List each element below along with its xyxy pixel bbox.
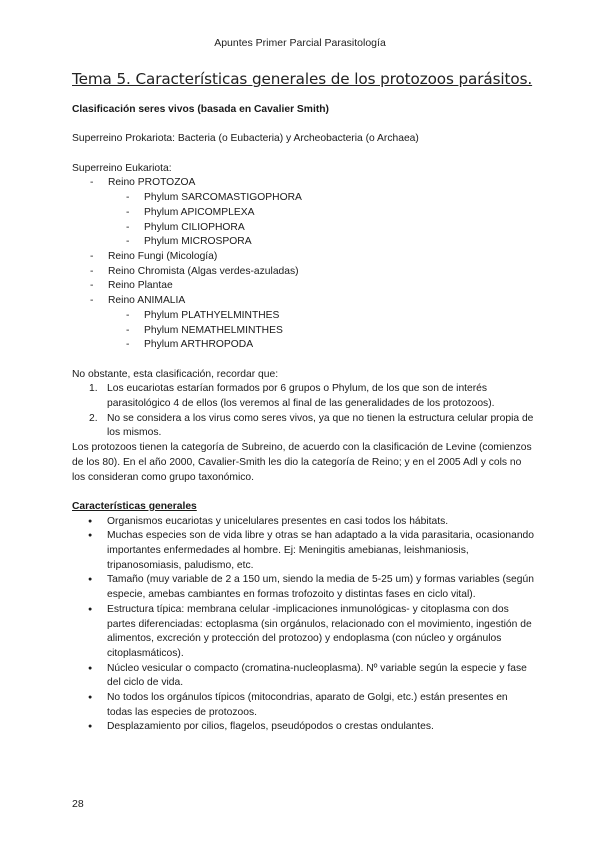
page-number: 28 — [72, 798, 84, 810]
phylum-list — [72, 191, 534, 250]
kingdom-item: - Reino Fungi (Micología) — [72, 250, 534, 265]
phylum-item: - Phylum NEMATHELMINTHES — [72, 324, 534, 339]
notes-paragraph: Los protozoos tienen la categoría de Subreino, de acuerdo con la clasificación de Levine (comienzos de los 80). En el año 2000, Cavalier-Smith les dio la categoría de Reino; y en el 2005 Adl y cols no los consideran como grupo taxonómico. — [72, 442, 532, 483]
note-item: 2. No se considera a los virus como seres vivos, ya que no tienen la estructura celular propia de los mismos. — [89, 412, 534, 439]
general-heading: Características generales — [72, 500, 197, 512]
bullet-item: ● No todos los orgánulos típicos (mitocondrias, aparato de Golgi, etc.) están presentes en todas las especies de protozoos. — [72, 691, 534, 720]
phylum-item: - Phylum MICROSPORA — [72, 235, 534, 250]
phylum-item: - Phylum PLATHYELMINTHES — [72, 309, 534, 324]
general-bullets — [72, 515, 534, 736]
bullet-item: ● Estructura típica: membrana celular -implicaciones inmunológicas- y citoplasma con dos partes diferenciadas: ectoplasma (sin orgánulos, relacionado con el movimiento, ingestión de alimentos, excreción y protección del protozoo) y endoplasma (con núcleo y orgánulos citoplasmáticos). — [72, 603, 534, 662]
bullet-item: ● Tamaño (muy variable de 2 a 150 um, siendo la media de 5-25 um) y formas variables (según especie, amebas cambiantes en formas trofozoito y distintas fases en ciclo vital). — [72, 573, 534, 602]
phylum-list — [72, 309, 534, 353]
notes-intro: No obstante, esta clasificación, recordar que: — [72, 368, 279, 380]
phylum-item: - Phylum ARTHROPODA — [72, 338, 534, 353]
kingdom-item: - Reino PROTOZOA - Phylum SARCOMASTIGOPHORA - Phylum APICOMPLEXA - Phylum CILIOPHORA - Phylum MICROSPORA — [72, 176, 534, 250]
phylum-item: - Phylum SARCOMASTIGOPHORA — [72, 191, 534, 206]
bullet-item: ● Núcleo vesicular o compacto (cromatina-nucleoplasma). Nº variable según la especie y fase del ciclo de vida. — [72, 662, 534, 691]
notes-list — [72, 382, 534, 441]
phylum-item: - Phylum APICOMPLEXA — [72, 206, 534, 221]
kingdom-item: - Reino Chromista (Algas verdes-azuladas) — [72, 265, 534, 280]
phylum-item: - Phylum CILIOPHORA — [72, 221, 534, 236]
bullet-item: ● Organismos eucariotas y unicelulares presentes en casi todos los hábitats. — [72, 515, 534, 530]
eukaryota-label: Superreino Eukariota: — [72, 162, 172, 174]
note-item: 1. Los eucariotas estarían formados por 6 grupos o Phylum, de los que son de interés parasitológico 4 de ellos (los veremos al final de las generalidades de los protozoos). — [89, 383, 495, 410]
classification-heading: Clasificación seres vivos (basada en Cavalier Smith) — [72, 104, 329, 115]
kingdom-item: - Reino ANIMALIA - Phylum PLATHYELMINTHES - Phylum NEMATHELMINTHES - Phylum ARTHROPODA — [72, 294, 534, 353]
kingdom-item: - Reino Plantae — [72, 279, 534, 294]
bullet-item: ● Desplazamiento por cilios, flagelos, pseudópodos o crestas ondulantes. — [72, 720, 534, 735]
page-title: Tema 5. Características generales de los protozoos parásitos. — [72, 70, 533, 88]
kingdom-list — [72, 176, 534, 352]
content — [72, 103, 534, 735]
prokaryota-text: Superreino Prokariota: Bacteria (o Eubacteria) y Archeobacteria (o Archaea) — [72, 133, 419, 145]
page-header: Apuntes Primer Parcial Parasitología — [214, 37, 386, 49]
bullet-item: ● Muchas especies son de vida libre y otras se han adaptado a la vida parasitaria, ocasionando importantes enfermedades al hombre. Ej: Meningitis amebianas, leishmaniosis, tripanosomiasis, paludismo, etc. — [72, 529, 534, 573]
